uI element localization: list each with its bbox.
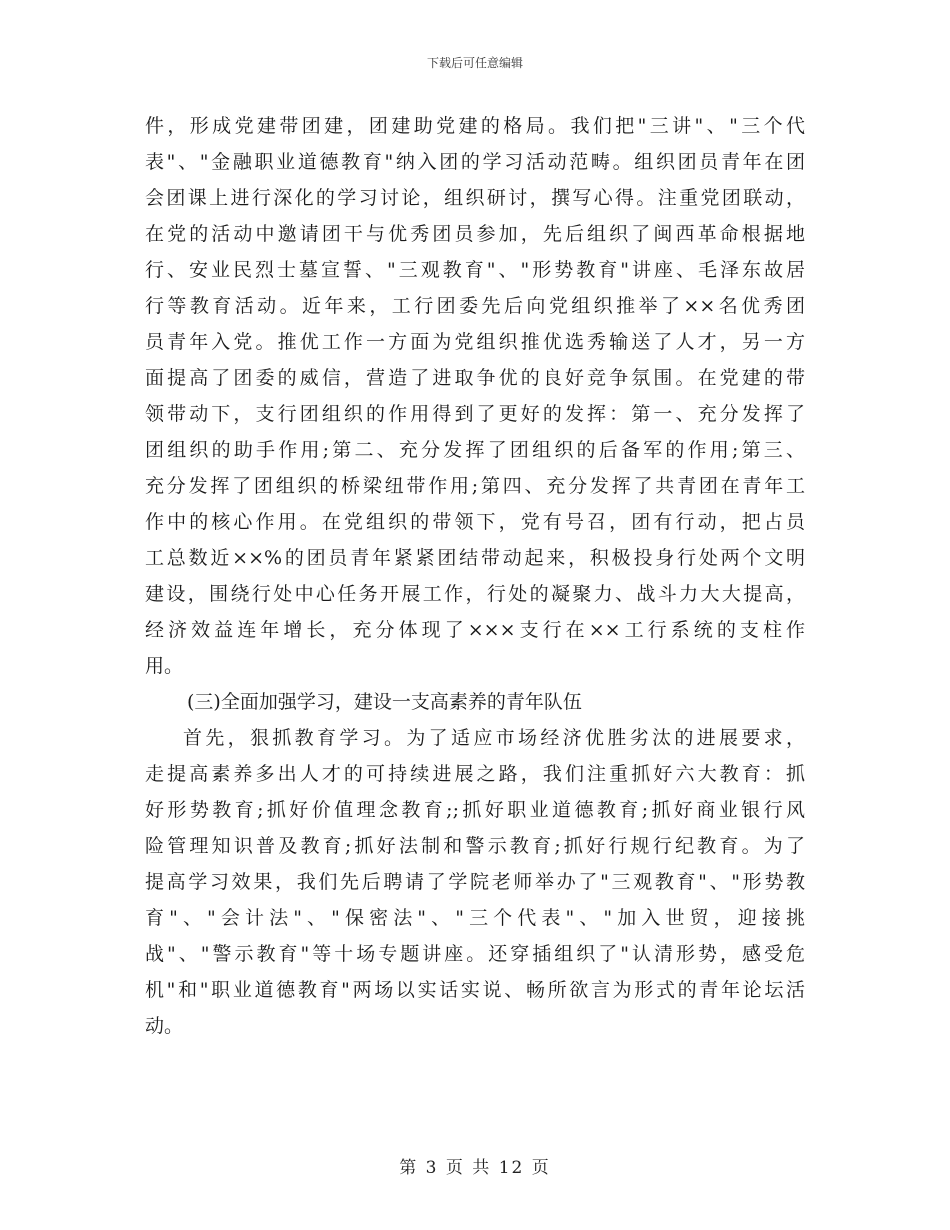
text-line: 作中的核心作用。在党组织的带领下，党有号召，团有行动，把占员 xyxy=(145,511,805,533)
text-line: 行等教育活动。近年来，工行团委先后向党组织推举了××名优秀团 xyxy=(145,295,805,317)
text-line: 件，形成党建带团建，团建助党建的格局。我们把"三讲"、"三个代 xyxy=(145,115,805,137)
section-heading: (三)全面加强学习，建设一支高素养的青年队伍 xyxy=(187,691,582,713)
text-line: 团组织的助手作用;第二、充分发挥了团组织的后备军的作用;第三、 xyxy=(145,439,805,461)
text-line: 用。 xyxy=(145,655,184,677)
page-number-footer: 第 3 页 共 12 页 xyxy=(399,1158,551,1178)
text-line: 充分发挥了团组织的桥梁纽带作用;第四、充分发挥了共青团在青年工 xyxy=(145,475,805,497)
text-line: 好形势教育;抓好价值理念教育;;抓好职业道德教育;抓好商业银行风 xyxy=(145,799,805,821)
paragraph-1 xyxy=(145,108,805,684)
text-line: 战"、"警示教育"等十场专题讲座。还穿插组织了"认清形势，感受危 xyxy=(145,943,805,965)
text-line: 建设，围绕行处中心任务开展工作，行处的凝聚力、战斗力大大提高， xyxy=(145,583,805,605)
text-line: 经济效益连年增长，充分体现了×××支行在××工行系统的支柱作 xyxy=(145,619,805,641)
text-line: 育"、"会计法"、"保密法"、"三个代表"、"加入世贸，迎接挑 xyxy=(145,907,805,929)
text-line: 首先，狠抓教育学习。为了适应市场经济优胜劣汰的进展要求， xyxy=(183,727,805,749)
text-line: 在党的活动中邀请团干与优秀团员参加，先后组织了闽西革命根据地 xyxy=(145,223,805,245)
text-line: 走提高素养多出人才的可持续进展之路，我们注重抓好六大教育：抓 xyxy=(145,763,805,785)
text-line: 险管理知识普及教育;抓好法制和警示教育;抓好行规行纪教育。为了 xyxy=(145,835,805,857)
text-line: 行、安业民烈士墓宣誓、"三观教育"、"形势教育"讲座、毛泽东故居 xyxy=(145,259,805,281)
document-body xyxy=(145,108,805,1044)
text-line: 领带动下，支行团组织的作用得到了更好的发挥：第一、充分发挥了 xyxy=(145,403,805,425)
page-header: 下载后可任意编辑 xyxy=(426,56,523,70)
text-line: 表"、"金融职业道德教育"纳入团的学习活动范畴。组织团员青年在团 xyxy=(145,151,805,173)
text-line: 机"和"职业道德教育"两场以实话实说、畅所欲言为形式的青年论坛活 xyxy=(145,979,805,1001)
text-line: 会团课上进行深化的学习讨论，组织研讨，撰写心得。注重党团联动， xyxy=(145,187,805,209)
text-line: 员青年入党。推优工作一方面为党组织推优选秀输送了人才，另一方 xyxy=(145,331,805,353)
text-line: 工总数近××%的团员青年紧紧团结带动起来，积极投身行处两个文明 xyxy=(145,547,805,569)
text-line: 提高学习效果，我们先后聘请了学院老师举办了"三观教育"、"形势教 xyxy=(145,871,805,893)
paragraph-2 xyxy=(145,720,805,1044)
text-line: 动。 xyxy=(145,1015,184,1037)
text-line: 面提高了团委的威信，营造了进取争优的良好竞争氛围。在党建的带 xyxy=(145,367,805,389)
